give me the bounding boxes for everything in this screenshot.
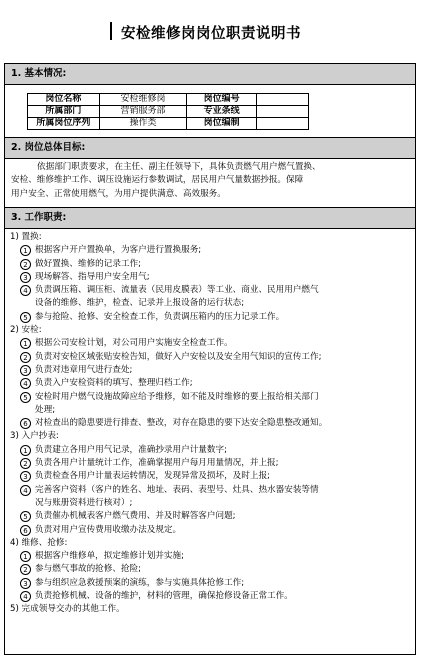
item-text: 对检查出的隐患要进行排查、整改，对存在隐患的要下达安全隐患整改通知。 [35,418,328,429]
duty-group-title: 3) 入户抄表: [10,431,59,442]
item-text: 负责抢修机械、设备的维护，材料的管理，确保抢修设备正常工作。 [35,591,293,602]
list-item [10,311,410,324]
item-text: 负责建立各用户用气记录，准确抄录用户计量数字; [35,444,227,455]
item-text: 负责对用户宣传费用收缴办法及规定。 [35,524,182,535]
table-cell: 岗位名称 [28,94,100,106]
circled-number: 3 [20,471,31,482]
table-cell: 所属部门 [28,106,100,118]
table-cell: 专业条线 [187,106,257,118]
list-item [10,590,410,603]
table-cell: 安检维修岗 [99,94,186,106]
circled-number: 2 [20,564,31,575]
circled-number: 1 [20,245,31,256]
goal-line: 依据部门职责要求，在主任、副主任领导下，具体负责燃气用户燃气置换、 [37,162,321,172]
table-cell [256,94,308,106]
circled-number: 1 [20,445,31,456]
table-cell: 操作类 [99,118,186,130]
list-item [10,391,410,404]
circled-number: 3 [20,365,31,376]
list-item [10,337,410,350]
list-item [10,484,410,497]
circled-number: 5 [20,511,31,522]
list-item [10,417,410,430]
goal-line: 安检、维修维护工作、调压设施运行参数调试，居民用户气量数据抄报。保障 [11,175,304,186]
job-description-form [4,63,416,655]
basic-info-table [27,93,309,130]
circled-number: 1 [20,338,31,349]
document-title: 安检维修岗岗位职责说明书 [121,26,301,42]
table-cell [256,106,308,118]
item-text: 负责催办机械表客户燃气费用、并及时解答客户问题; [35,511,236,522]
table-cell: 所属岗位序列 [28,118,100,130]
list-item [10,364,410,377]
circled-number: 2 [20,458,31,469]
duty-group-title: 2) 安检: [10,325,42,336]
list-item [10,377,410,390]
list-item [10,258,410,271]
list-item [10,563,410,576]
circled-number: 2 [20,352,31,363]
item-text: 负责入户安检资料的填写、整理归档工作; [35,378,193,389]
circled-number: 4 [20,591,31,602]
circled-number: 2 [20,259,31,270]
item-text: 现场解答、指导用户安全用气; [35,271,150,282]
list-item [10,510,410,523]
section-basic-header: 1. 基本情况: [5,64,415,85]
circled-number: 5 [20,312,31,323]
item-text: 根据公司安检计划，对公司用户实施安全检查工作。 [35,338,233,349]
list-item [10,271,410,284]
circled-number: 3 [20,578,31,589]
item-text: 做好置换、维修的记录工作; [35,258,142,269]
table-row [28,106,309,118]
list-item [10,524,410,537]
item-text-continued: 处理; [35,404,56,415]
item-text: 负责检查各用户计量表运转情况，发现异常及损坏，及时上报; [35,471,270,482]
circled-number: 4 [20,378,31,389]
item-text-continued: 况与账册资料进行核对）; [35,497,133,508]
duty-group-title: 5) 完成领导交办的其他工作。 [10,604,125,615]
item-text: 参与抢险、抢修、安全检查工作，负责调压箱内的压力记录工作。 [35,311,285,322]
duty-group-title: 1) 置换: [10,232,42,242]
circled-number: 4 [20,485,31,496]
table-cell: 岗位编制 [187,118,257,130]
duties-list [10,231,410,617]
list-item [10,244,410,257]
circled-number: 4 [20,285,31,296]
circled-number: 3 [20,272,31,283]
list-item [10,351,410,364]
circled-number: 1 [20,551,31,562]
list-item [10,457,410,470]
item-text: 负责各用户计量统计工作，准确掌握用户每月用量情况，并上报; [35,458,279,469]
list-item [10,577,410,590]
item-text: 根据客户开户置换单，为客户进行置换服务; [35,245,202,256]
item-text: 参与组织应急救援预案的演练，参与实施具体抢修工作; [35,577,245,588]
circled-number: 6 [20,418,31,429]
section-goal-header: 2. 岗位总体目标: [5,137,415,159]
list-item [10,284,410,297]
table-cell [256,118,308,130]
list-item [10,444,410,457]
goal-line: 用户安全、正常使用燃气，为用户提供满意、高效服务。 [11,188,226,199]
list-item [10,550,410,563]
item-text: 完善客户资料（客户的姓名、地址、表码、表型号、灶具、热水器安装等情 [35,484,319,495]
circled-number: 6 [20,525,31,536]
item-text: 安检时用户燃气设施故障应给予维修，如不能及时维修的要上报给相关部门 [35,391,319,402]
item-text: 参与燃气事故的抢修、抢险; [35,564,142,575]
list-item [10,470,410,483]
table-cell: 岗位编号 [187,94,257,106]
item-text: 根据客户维修单，拟定维修计划并实施; [35,551,184,562]
item-text-continued: 设备的维修、维护，检查、记录并上报设备的运行状态; [35,298,245,309]
circled-number: 5 [20,392,31,403]
table-row [28,118,309,130]
goal-text [11,161,409,201]
item-text: 负责调压箱、调压柜、流量表（民用皮膜表）等工业、商业、民用用户燃气 [35,285,319,296]
table-row [28,94,309,106]
duty-group-title: 4) 维修、抢修: [10,537,68,548]
section-duties-header: 3. 工作职责: [5,207,415,229]
item-text: 负责对违章用气进行查处; [35,364,133,375]
table-cell: 营销服务部 [99,106,186,118]
item-text: 负责对安检区域张贴安检告知，做好入户安检以及安全用气知识的宣传工作; [35,351,322,362]
text-cursor [110,22,112,40]
